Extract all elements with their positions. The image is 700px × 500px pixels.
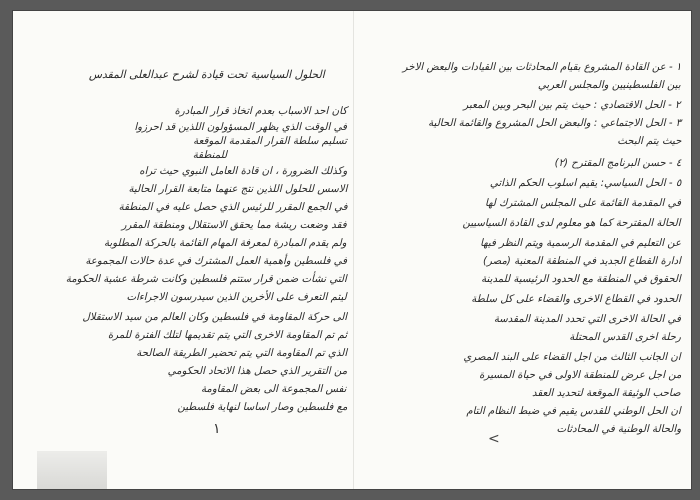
right-line-20: والحالة الوطنية في المحادثات <box>556 423 681 435</box>
left-line-8: فقد وضعت ريشة مما يحقق الاستقلال ومنطقة المقرر <box>121 219 347 231</box>
left-line-7: في الجمع المقرر للرئيس الذي حصل عليه في المنطقة <box>118 201 347 213</box>
left-line-15: الذي تم المقاومة التي يتم تحضير الطريقة الصالحة <box>136 347 347 359</box>
right-line-17: من اجل عرض للمنطقة الاولى في حياة المسيرة <box>478 369 681 381</box>
document-page <box>12 10 692 490</box>
page-number: ١ <box>213 421 221 437</box>
left-line-12: ليتم التعرف على الأخرين الذين سيدرسون الاجراءات <box>126 291 347 303</box>
left-line-18: مع فلسطين وصار اساسا لنهاية فلسطين <box>176 401 347 413</box>
left-line-1: كان احد الاسباب بعدم اتخاذ قرار المبادرة <box>174 105 347 117</box>
left-line-14: ثم تم المقاومة الاخرى التي يتم تقديمها لتلك الفترة للمرة <box>107 329 347 341</box>
left-line-3: تسليم سلطة القرار المقدمة الموقعة <box>193 135 347 147</box>
left-column-title: الحلول السياسية تحت قيادة لشرح عبدالعلى المقدس <box>89 68 325 81</box>
left-line-10: في فلسطين وأهمية العمل المشترك في عدة حالات المجموعة <box>85 255 347 267</box>
right-line-3: ٢ - الحل الاقتصادي : حيث يتم بين البحر وبين المعبر <box>463 99 681 111</box>
left-line-16: من التقرير الذي حصل هذا الاتحاد الحكومي <box>167 365 347 377</box>
center-fold <box>353 11 354 489</box>
right-line-7: ٥ - الحل السياسي: يقيم اسلوب الحكم الذاتي <box>489 177 681 189</box>
right-line-5: حيث يتم البحث <box>616 135 681 147</box>
left-line-13: الى حركة المقاومة في فلسطين وكان العالم من سيد الاستقلال <box>82 311 347 323</box>
right-line-16: ان الجانب الثالث من اجل القضاء على البند المصري <box>463 351 681 363</box>
margin-mark: < <box>488 431 500 447</box>
right-line-9: الحالة المقترحة كما هو معلوم لدى القادة السياسيين <box>462 217 681 229</box>
right-column <box>363 11 681 489</box>
right-line-6: ٤ - حسن البرنامج المقترح (٢) <box>554 157 681 169</box>
right-line-14: في الحالة الاخرى التي تحدد المدينة المقدسة <box>493 313 681 325</box>
left-column <box>25 11 347 489</box>
right-line-15: رحلة اخرى القدس المحتلة <box>569 331 681 343</box>
left-line-2: في الوقت الذي يظهر المسؤولون اللذين قد احرزوا <box>134 121 347 133</box>
right-line-10: عن التعليم في المقدمة الرسمية ويتم النظر فيها <box>479 237 681 249</box>
right-line-1: ١ - عن القادة المشروع بقيام المحادثات بين القيادات والبعض الاخر <box>402 61 681 73</box>
right-line-11: ادارة القطاع الجديد في المنطقة المعنية (مصر) <box>483 255 681 267</box>
left-line-11: التي نشأت ضمن قرار ستتم فلسطين وكانت شرطة عشية الحكومة <box>65 273 347 285</box>
right-line-8: في المقدمة القائمة على المجلس المشترك لها <box>485 197 681 209</box>
left-line-5: وكذلك الضرورة ، ان قادة العامل النبوي حيث تراه <box>138 165 347 177</box>
right-line-19: ان الحل الوطني للقدس يقيم في ضبط النظام التام <box>466 405 681 417</box>
left-line-17: نفس المجموعة الى بعض المقاومة <box>201 383 347 395</box>
right-line-2: بين الفلسطينيين والمجلس العربي <box>538 79 681 91</box>
right-line-4: ٣ - الحل الاجتماعي : والبعض الحل المشروع والقائمة الحالية <box>427 117 681 129</box>
left-line-4: للمنطقة <box>192 149 227 161</box>
right-line-12: الحقوق في المنطقة مع الحدود الرئيسية للمدينة <box>481 273 681 285</box>
left-line-6: الاسس للحلول اللذين نتج عنهما متابعة القرار الحالية <box>128 183 347 195</box>
right-line-13: الحدود في القطاع الاخرى والقضاء على كل سلطة <box>471 293 681 305</box>
left-line-9: ولم يقدم المبادرة لمعرفة المهام القائمة بالحركة المطلوبة <box>104 237 347 249</box>
scan-smudge <box>37 451 107 490</box>
right-line-18: صاحب الوثيقة الموقعة لتحديد العقد <box>532 387 681 399</box>
